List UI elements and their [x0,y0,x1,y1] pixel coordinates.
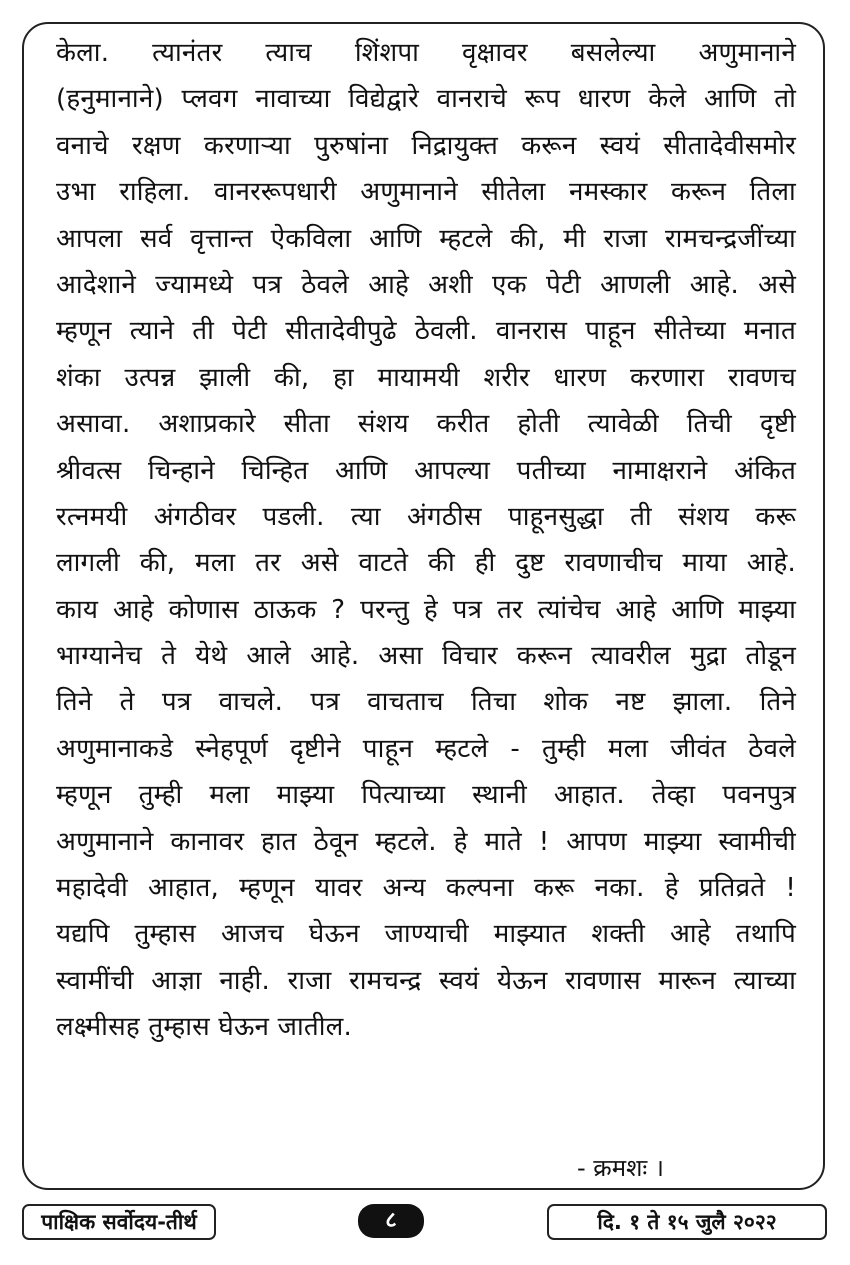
text-line: म्हणून त्याने ती पेटी सीतादेवीपुढे ठेवली. वानरास पाहून सीतेच्या मनात [56,316,796,347]
text-line: यद्यपि तुम्हास आजच घेऊन जाण्याची माझ्यात शक्ती आहे तथापि [56,919,796,950]
article-body [56,30,796,1051]
text-line: लक्ष्मीसह तुम्हास घेऊन जातील. [56,1012,352,1043]
text-line: म्हणून तुम्ही मला माझ्या पित्याच्या स्थानी आहात. तेव्हा पवनपुत्र [56,780,796,811]
text-line: शंका उत्पन्न झाली की, हा मायामयी शरीर धारण करणारा रावणच [56,362,796,393]
text-line: अणुमानाने कानावर हात ठेवून म्हटले. हे माते ! आपण माझ्या स्वामीची [56,826,796,857]
text-line: असावा. अशाप्रकारे सीता संशय करीत होती त्यावेळी तिची दृष्टी [56,409,796,440]
text-line: रत्नमयी अंगठीवर पडली. त्या अंगठीस पाहूनसुद्धा ती संशय करू [56,501,796,532]
page-number: ८ [358,1204,424,1238]
text-line: स्वामींची आज्ञा नाही. राजा रामचन्द्र स्वयं येऊन रावणास मारून त्याच्या [56,965,796,996]
publication-name: पाक्षिक सर्वोदय-तीर्थ [22,1204,216,1240]
text-line: आदेशाने ज्यामध्ये पत्र ठेवले आहे अशी एक पेटी आणली आहे. असे [56,269,796,300]
continued-marker: - क्रमशः । [577,1154,664,1182]
text-line: अणुमानाकडे स्नेहपूर्ण दृष्टीने पाहून म्हटले - तुम्ही मला जीवंत ठेवले [56,733,796,764]
text-line: केला. त्यानंतर त्याच शिंशपा वृक्षावर बसलेल्या अणुमानाने [56,38,796,68]
text-line: भाग्यानेच ते येथे आले आहे. असा विचार करून त्यावरील मुद्रा तोडून [56,641,796,672]
text-line: वनाचे रक्षण करणाऱ्या पुरुषांना निद्रायुक्त करून स्वयं सीतादेवीसमोर [56,130,796,161]
issue-date: दि. १ ते १५ जुलै २०२२ [547,1204,827,1240]
text-line: (हनुमानाने) प्लवग नावाच्या विद्येद्वारे वानराचे रूप धारण केले आणि तो [56,84,796,115]
text-line: लागली की, मला तर असे वाटते की ही दुष्ट रावणाचीच माया आहे. [56,548,796,579]
text-line: तिने ते पत्र वाचले. पत्र वाचताच तिचा शोक नष्ट झाला. तिने [56,687,796,718]
text-line: उभा राहिला. वानररूपधारी अणुमानाने सीतेला नमस्कार करून तिला [56,177,796,208]
text-line: श्रीवत्स चिन्हाने चिन्हित आणि आपल्या पतीच्या नामाक्षराने अंकित [56,455,796,486]
text-line: आपला सर्व वृत्तान्त ऐकविला आणि म्हटले की, मी राजा रामचन्द्रजींच्या [56,223,796,254]
text-line: काय आहे कोणास ठाऊक ? परन्तु हे पत्र तर त्यांचेच आहे आणि माझ्या [56,594,796,625]
text-line: महादेवी आहात, म्हणून यावर अन्य कल्पना करू नका. हे प्रतिव्रते ! [56,873,796,904]
